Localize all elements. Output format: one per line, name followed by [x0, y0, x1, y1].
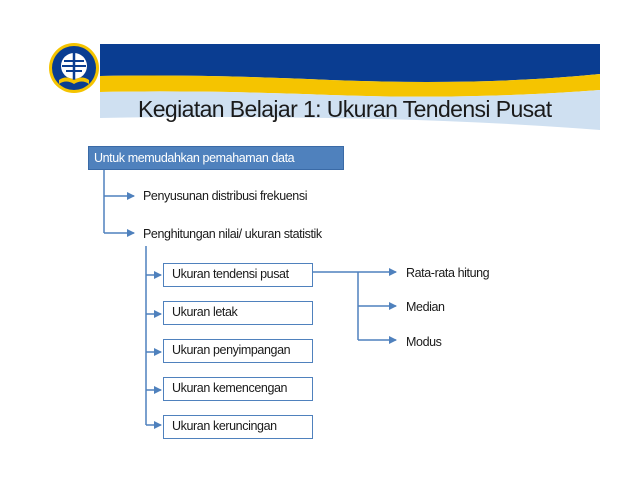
box-ukuran-penyimpangan: Ukuran penyimpangan: [163, 339, 313, 363]
leaf-modus: Modus: [406, 335, 442, 349]
root-node: Untuk memudahkan pemahaman data: [88, 146, 344, 170]
box-ukuran-kemencengan: Ukuran kemencengan: [163, 377, 313, 401]
node-penghitungan: Penghitungan nilai/ ukuran statistik: [143, 227, 322, 241]
page-title: Kegiatan Belajar 1: Ukuran Tendensi Pusat: [138, 96, 552, 122]
leaf-median: Median: [406, 300, 445, 314]
box-ukuran-tendensi-pusat: Ukuran tendensi pusat: [163, 263, 313, 287]
box-ukuran-keruncingan: Ukuran keruncingan: [163, 415, 313, 439]
box-ukuran-letak: Ukuran letak: [163, 301, 313, 325]
node-penyusunan: Penyusunan distribusi frekuensi: [143, 189, 308, 203]
leaf-rata-rata-hitung: Rata-rata hitung: [406, 266, 490, 280]
